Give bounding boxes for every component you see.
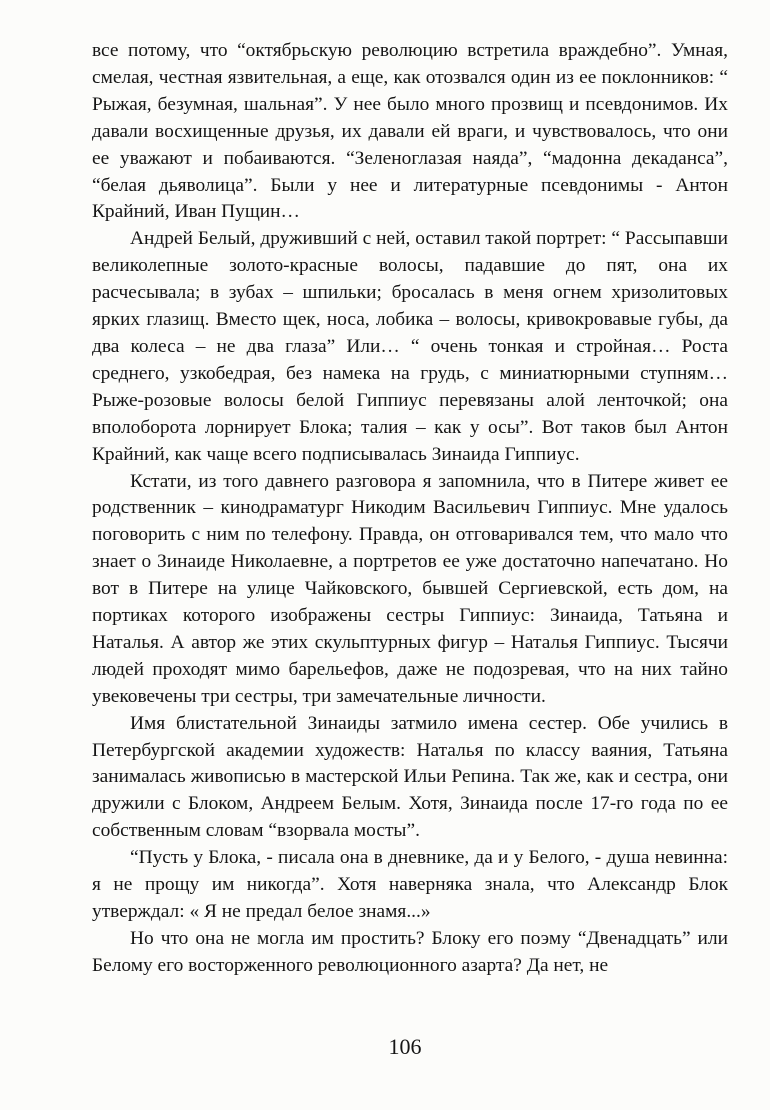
paragraph-5: “Пусть у Блока, - писала она в дневнике, да и у Белого, - душа невинна: я не прощу им никогда”. Хотя наверняка знала, что Александр Блок утверждал: « Я не предал белое знамя...» xyxy=(92,847,728,922)
page-number: 106 xyxy=(388,1034,422,1059)
paragraph-3: Кстати, из того давнего разговора я запомнила, что в Питере живет ее родственник – кинодраматург Никодим Васильевич Гиппиус. Мне удалось поговорить с ним по телефону. Правда, он отговаривался тем, что мало что знает о Зинаиде Николаевне, а портретов ее уже достаточно напечатано. Но вот в Питере на улице Чайковского, бывшей Сергиевской, есть дом, на портиках которого изображены сестры Гиппиус: Зинаида, Татьяна и Наталья. А автор же этих скульптурных фигур – Наталья Гиппиус. Тысячи людей проходят мимо барельефов, даже не подозревая, что на них тайно увековечены три сестры, три замечательные личности. xyxy=(92,470,728,707)
paragraph-6: Но что она не могла им простить? Блоку его поэму “Двенадцать” или Белому его восторженного революционного азарта? Да нет, не xyxy=(92,927,728,976)
page-body-text xyxy=(92,38,728,980)
paragraph-4: Имя блистательной Зинаиды затмило имена сестер. Обе учились в Петербургской академии художеств: Наталья по классу ваяния, Татьяна занималась живописью в мастерской Ильи Репина. Так же, как и сестра, они дружили с Блоком, Андреем Белым. Хотя, Зинаида после 17-го года по ее собственным словам “взорвала мосты”. xyxy=(92,712,728,842)
paragraph-2: Андрей Белый, друживший с ней, оставил такой портрет: “ Рассыпавши великолепные золото-красные волосы, падавшие до пят, она их расчесывала; в зубах – шпильки; бросалась в меня огнем хризолитовых ярких глазищ. Вместо щек, носа, лобика – волосы, кривокровавые губы, да два колеса – не два глаза” Или… “ очень тонкая и стройная… Роста среднего, узкобедрая, без намека на грудь, с миниатюрными ступням… Рыже-розовые волосы белой Гиппиус перевязаны алой ленточкой; она вполоборота лорнирует Блока; талия – как у осы”. Вот таков был Антон Крайний, как чаще всего подписывалась Зинаида Гиппиус. xyxy=(92,228,728,465)
paragraph-1: все потому, что “октябрьскую революцию встретила враждебно”. Умная, смелая, честная язвительная, а еще, как отозвался один из ее поклонников: “ Рыжая, безумная, шальная”. У нее было много прозвищ и псевдонимов. Их давали восхищенные друзья, их давали ей враги, и чувствовалось, что они ее уважают и побаиваются. “Зеленоглазая наяда”, “мадонна декаданса”, “белая дьяволица”. Были у нее и литературные псевдонимы - Антон Крайний, Иван Пущин… xyxy=(92,40,728,223)
